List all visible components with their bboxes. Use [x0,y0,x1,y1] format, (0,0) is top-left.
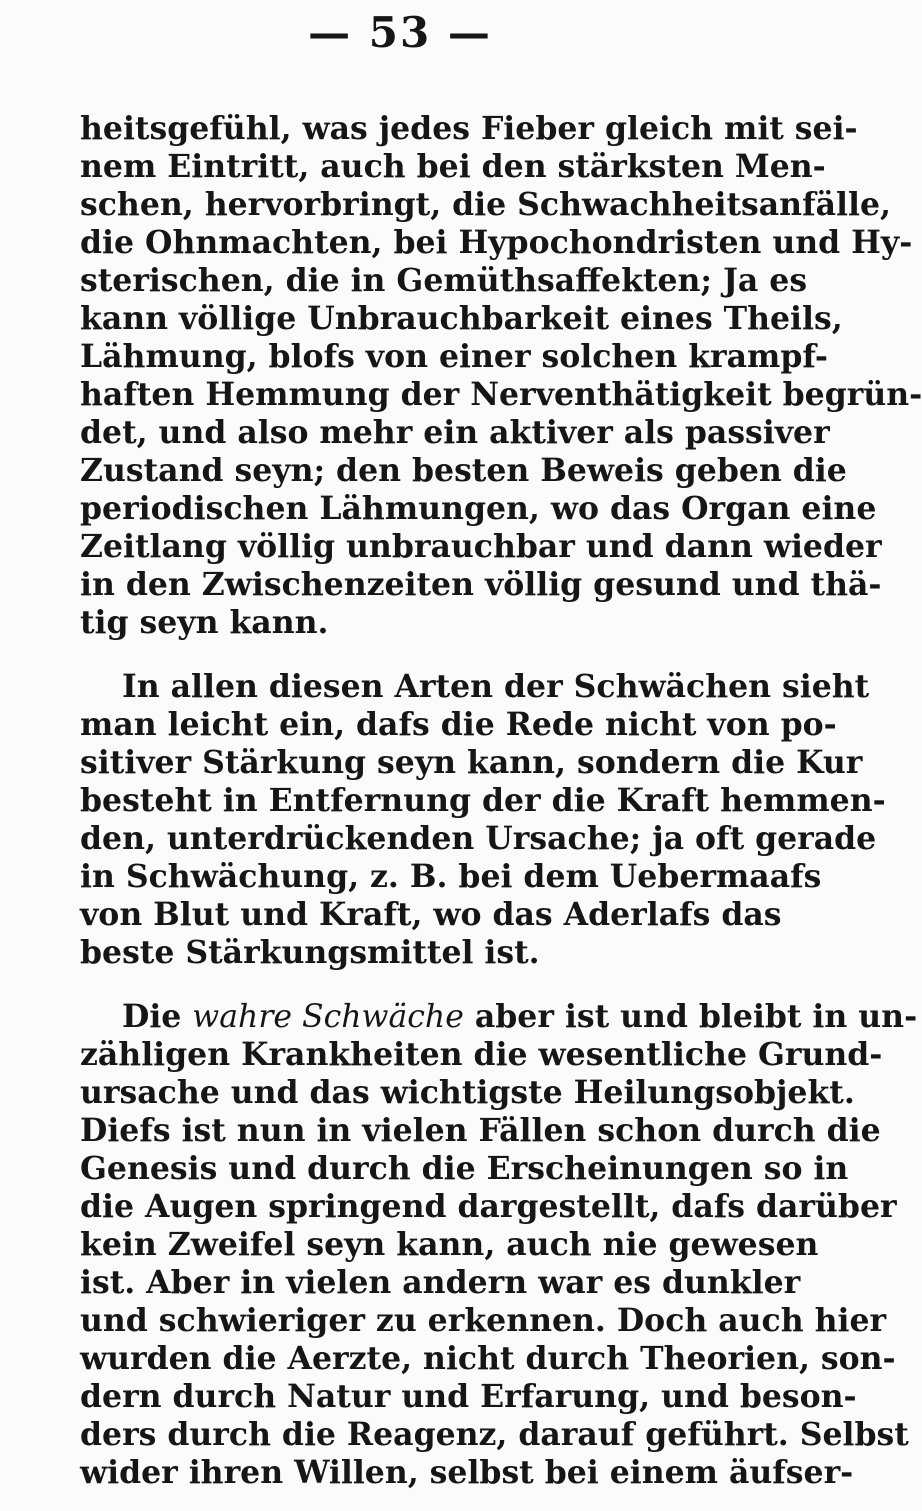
text-line: Zustand seyn; den besten Beweis geben die [80,452,847,489]
text-line: haften Hemmung der Nerventhätigkeit begrün- [80,376,922,413]
text-line: Genesis und durch die Erscheinungen so in [80,1150,849,1187]
text-line: man leicht ein, dafs die Rede nicht von po- [80,706,837,743]
text-line: kein Zweifel seyn kann, auch nie gewesen [80,1226,819,1263]
text-line: besteht in Entfernung der die Kraft hemmen- [80,782,886,819]
text-line: Lähmung, blofs von einer solchen krampf- [80,338,828,375]
text-line: ursache und das wichtigste Heilungsobjekt. [80,1074,855,1111]
text-line: die Augen springend dargestellt, dafs darüber [80,1188,897,1225]
text-line: den, unterdrückenden Ursache; ja oft gerade [80,820,877,857]
text-line: ders durch die Reagenz, darauf geführt. Selbst [80,1416,909,1453]
text-line: kann völlige Unbrauchbarkeit eines Theils, [80,300,843,337]
text-line: In allen diesen Arten der Schwächen sieht [122,668,870,705]
text-line: dern durch Natur und Erfarung, und beson- [80,1378,857,1415]
text-line: die Ohnmachten, bei Hypochondristen und Hy- [80,224,913,261]
text-line: Zeitlang völlig unbrauchbar und dann wieder [80,528,882,565]
text-line: zähligen Krankheiten die wesentliche Grund- [80,1036,883,1073]
text-line [122,998,918,1036]
text-line: in Schwächung, z. B. bei dem Uebermaafs [80,858,822,895]
text-line: schen, hervorbringt, die Schwachheitsanfälle, [80,186,891,223]
text-line: wurden die Aerzte, nicht durch Theorien, son- [80,1340,896,1377]
text-segment: aber ist und bleibt in un- [463,998,918,1035]
text-line: tig seyn kann. [80,604,329,641]
text-line: sitiver Stärkung seyn kann, sondern die Kur [80,744,863,781]
page-number: — 53 — [308,8,492,57]
italic-emphasis: wahre Schwäche [192,999,464,1035]
text-line: ist. Aber in vielen andern war es dunkler [80,1264,801,1301]
text-line: in den Zwischenzeiten völlig gesund und thä- [80,566,882,603]
text-line: periodischen Lähmungen, wo das Organ eine [80,490,877,527]
text-line: von Blut und Kraft, wo das Aderlafs das [80,896,782,933]
text-line: und schwieriger zu erkennen. Doch auch hier [80,1302,887,1339]
text-line: heitsgefühl, was jedes Fieber gleich mit sei- [80,110,858,147]
text-line: sterischen, die in Gemüthsaffekten; Ja es [80,262,808,299]
text-line: wider ihren Willen, selbst bei einem äufser- [80,1454,854,1491]
text-line: beste Stärkungsmittel ist. [80,934,540,971]
text-line: det, und also mehr ein aktiver als passiver [80,414,830,451]
text-line: Diefs ist nun in vielen Fällen schon durch die [80,1112,881,1149]
text-segment: Die [122,998,193,1035]
text-line: nem Eintritt, auch bei den stärksten Men- [80,148,826,185]
